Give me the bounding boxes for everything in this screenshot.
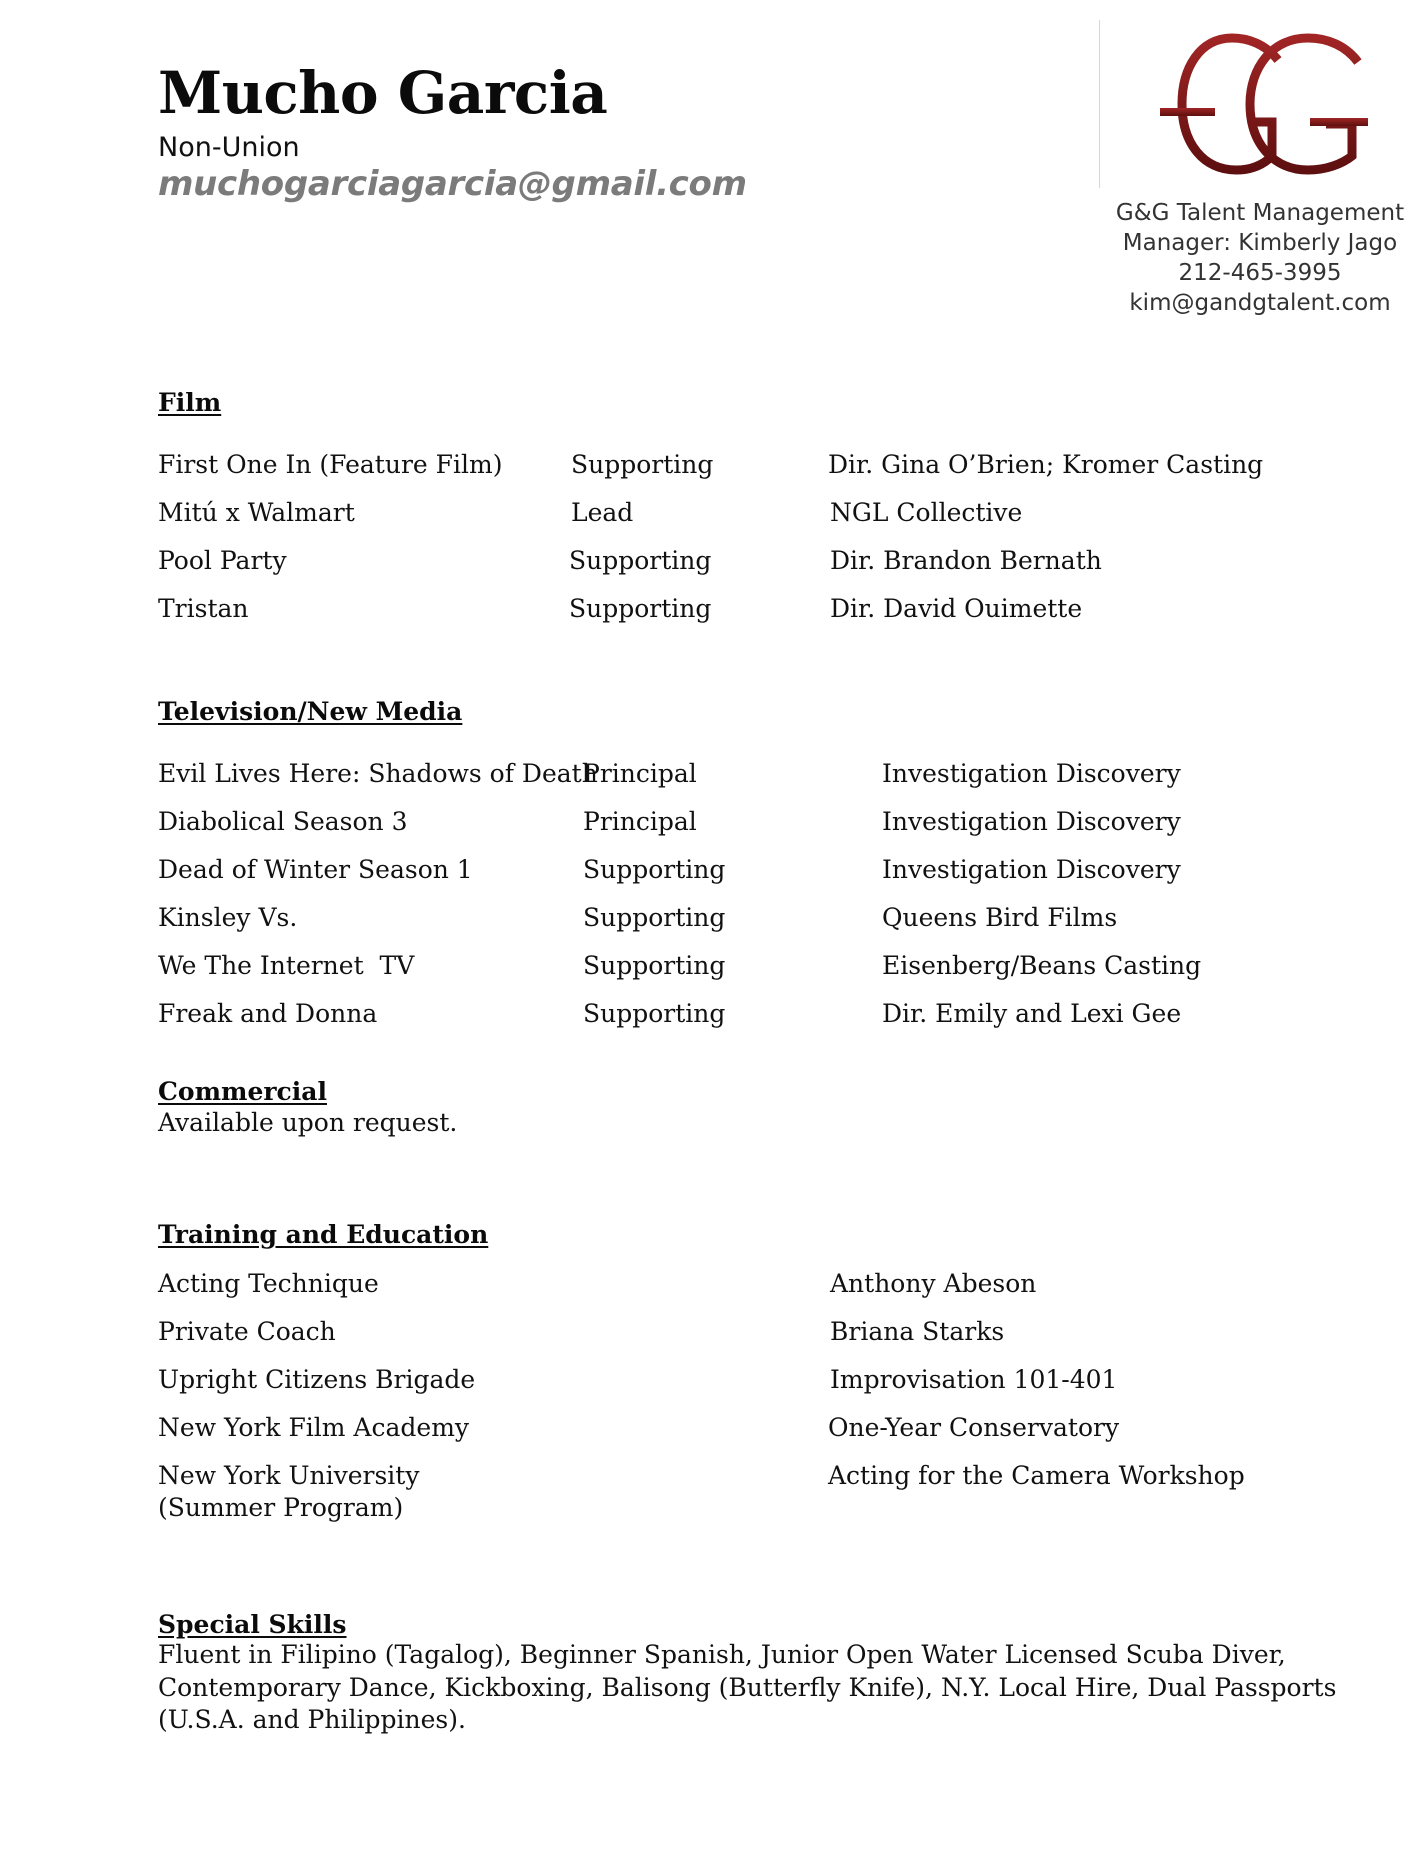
training-row xyxy=(0,1269,1424,1309)
tv-row xyxy=(0,855,1424,895)
skills-text xyxy=(158,1639,1336,1737)
tv-title: Dead of Winter Season 1 xyxy=(158,855,473,884)
training-school: Private Coach xyxy=(158,1317,336,1346)
training-school: Acting Technique xyxy=(158,1269,379,1298)
training-school: New York Film Academy xyxy=(158,1413,470,1442)
film-role: Supporting xyxy=(569,594,712,623)
tv-role: Supporting xyxy=(583,999,726,1028)
film-title: Pool Party xyxy=(158,546,287,575)
training-row xyxy=(0,1365,1424,1405)
film-credit: NGL Collective xyxy=(830,498,1023,527)
skills-heading: Special Skills xyxy=(158,1610,347,1639)
tv-row xyxy=(0,759,1424,799)
tv-row xyxy=(0,951,1424,991)
training-note-row xyxy=(0,1493,1424,1533)
film-title: Tristan xyxy=(158,594,249,623)
training-school: New York University xyxy=(158,1461,420,1490)
actor-name: Mucho Garcia xyxy=(158,59,608,127)
tv-role: Supporting xyxy=(583,903,726,932)
union-status: Non-Union xyxy=(158,132,300,163)
tv-credit: Investigation Discovery xyxy=(882,855,1181,884)
film-heading: Film xyxy=(158,388,222,417)
management-block xyxy=(1095,198,1424,318)
commercial-heading: Commercial xyxy=(158,1077,327,1106)
tv-credit: Investigation Discovery xyxy=(882,759,1181,788)
tv-title: Diabolical Season 3 xyxy=(158,807,408,836)
management-phone[interactable]: 212-465-3995 xyxy=(1178,260,1342,286)
training-detail: Improvisation 101-401 xyxy=(830,1365,1118,1394)
television-heading: Television/New Media xyxy=(158,697,463,726)
header-divider xyxy=(1099,20,1100,188)
training-detail: Acting for the Camera Workshop xyxy=(828,1461,1245,1490)
training-detail: Anthony Abeson xyxy=(830,1269,1037,1298)
gg-logo xyxy=(1160,32,1370,177)
film-row xyxy=(0,498,1424,538)
tv-role: Principal xyxy=(583,759,697,788)
management-email[interactable]: kim@gandgtalent.com xyxy=(1129,290,1391,316)
skills-line: (U.S.A. and Philippines). xyxy=(158,1705,466,1734)
training-detail: One-Year Conservatory xyxy=(828,1413,1120,1442)
tv-title: We The Internet TV xyxy=(158,951,415,980)
training-note: (Summer Program) xyxy=(158,1493,404,1522)
tv-row xyxy=(0,807,1424,847)
film-credit: Dir. David Ouimette xyxy=(830,594,1083,623)
film-role: Supporting xyxy=(571,450,714,479)
tv-role: Supporting xyxy=(583,855,726,884)
tv-credit: Investigation Discovery xyxy=(882,807,1181,836)
tv-title: Evil Lives Here: Shadows of Death xyxy=(158,759,598,788)
training-heading: Training and Education xyxy=(158,1220,489,1249)
tv-role: Principal xyxy=(583,807,697,836)
film-row xyxy=(0,450,1424,490)
skills-line: Contemporary Dance, Kickboxing, Balisong (Butterfly Knife), N.Y. Local Hire, Dual Passports xyxy=(158,1672,1337,1702)
training-row xyxy=(0,1317,1424,1357)
skills-line: Fluent in Filipino (Tagalog), Beginner Spanish, Junior Open Water Licensed Scuba Diver, xyxy=(158,1640,1286,1669)
film-role: Supporting xyxy=(569,546,712,575)
tv-credit: Dir. Emily and Lexi Gee xyxy=(882,999,1182,1028)
commercial-text: Available upon request. xyxy=(158,1108,458,1137)
tv-title: Freak and Donna xyxy=(158,999,378,1028)
training-row xyxy=(0,1413,1424,1453)
tv-row xyxy=(0,999,1424,1039)
tv-credit: Eisenberg/Beans Casting xyxy=(882,951,1202,980)
management-manager: Manager: Kimberly Jago xyxy=(1122,230,1398,256)
film-row xyxy=(0,546,1424,586)
film-row xyxy=(0,594,1424,634)
tv-row xyxy=(0,903,1424,943)
film-credit: Dir. Brandon Bernath xyxy=(830,546,1102,575)
film-role: Lead xyxy=(571,498,634,527)
film-title: Mitú x Walmart xyxy=(158,498,355,527)
training-detail: Briana Starks xyxy=(830,1317,1005,1346)
film-credit: Dir. Gina O’Brien; Kromer Casting xyxy=(828,450,1264,479)
tv-role: Supporting xyxy=(583,951,726,980)
film-title: First One In (Feature Film) xyxy=(158,450,503,479)
tv-credit: Queens Bird Films xyxy=(882,903,1118,932)
training-school: Upright Citizens Brigade xyxy=(158,1365,476,1394)
actor-email[interactable]: muchogarciagarcia@gmail.com xyxy=(158,164,747,204)
management-company: G&G Talent Management xyxy=(1115,200,1405,226)
tv-title: Kinsley Vs. xyxy=(158,903,298,932)
